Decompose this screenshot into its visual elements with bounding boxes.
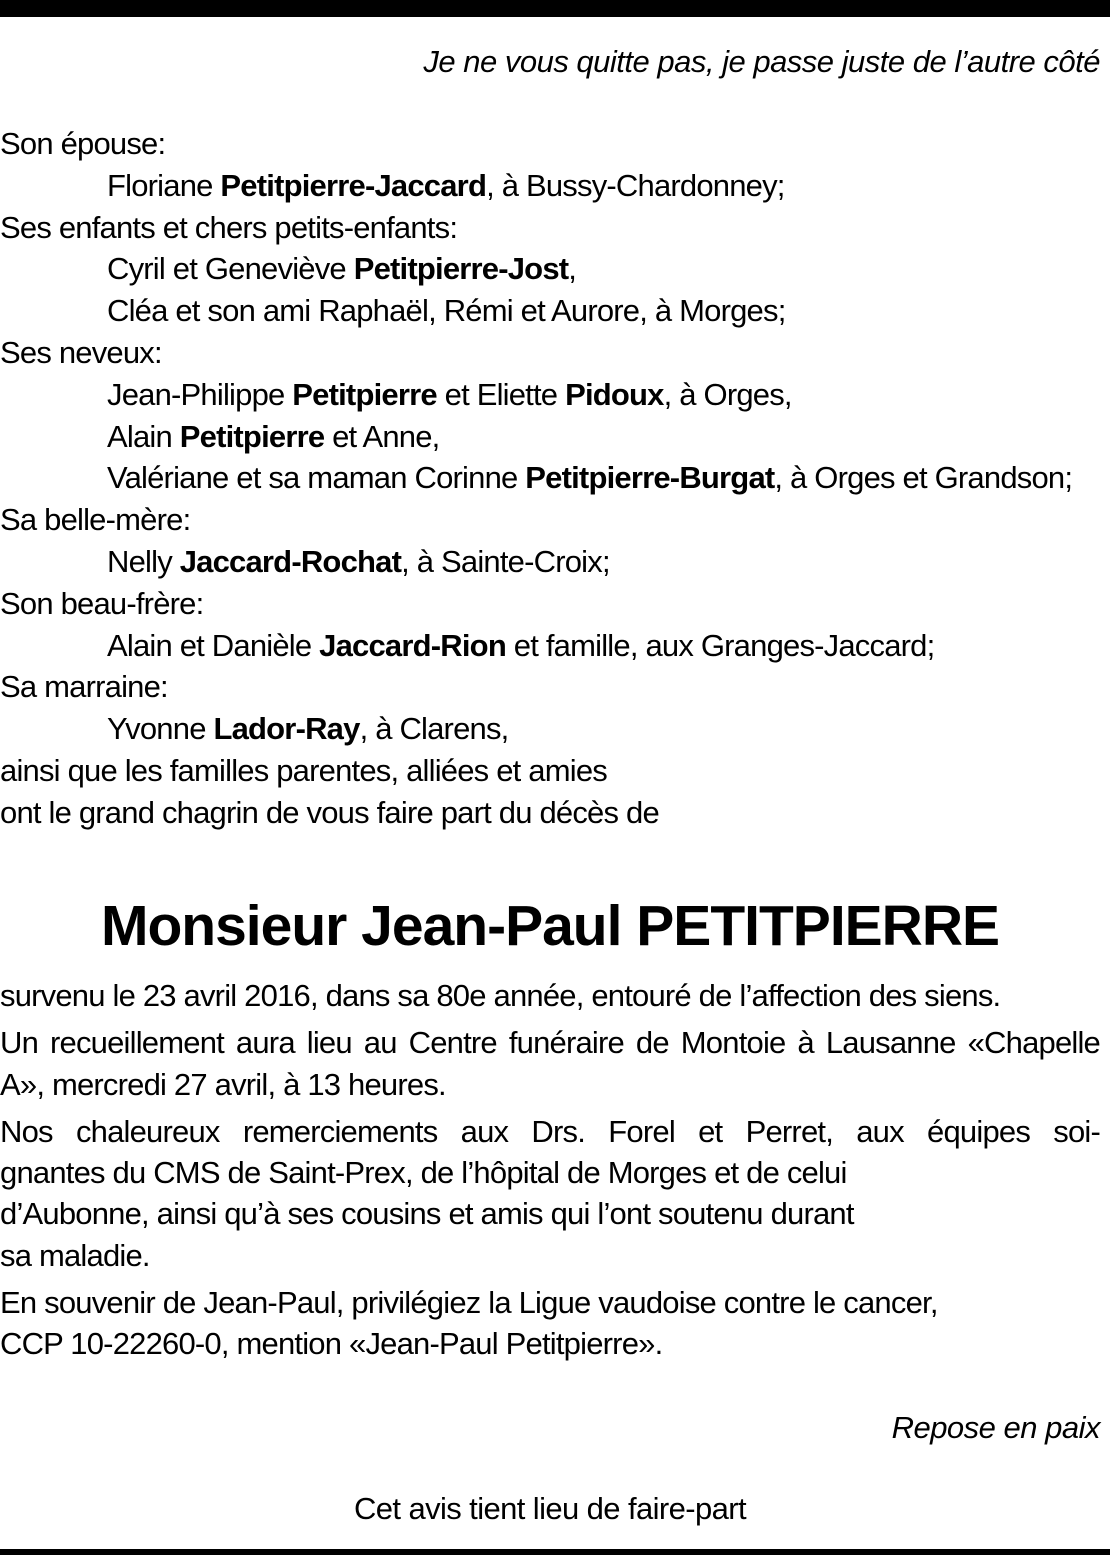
surname: Jaccard-Rochat [179,543,402,579]
motto: Je ne vous quitte pas, je passe juste de l’autre côté [423,44,1100,79]
surname: Lador-Ray [213,711,360,747]
family-list [0,123,1100,834]
closing-line: ainsi que les familles parentes, alliées et amies [0,752,607,788]
surname: Petitpierre-Jost [353,251,569,287]
top-rule [0,0,1110,17]
notice-footer: Cet avis tient lieu de faire-part [353,1491,746,1526]
mother-in-law-label: Sa belle-mère: [0,502,191,538]
nephew-entry: Valériane et sa maman Corinne Petitpierre-Burgat, à Orges et Grandson; [107,460,1073,496]
surname: Petitpierre [292,376,437,412]
spouse-entry: Floriane Petitpierre-Jaccard, à Bussy-Chardonney; [107,167,785,203]
spouse-label: Son épouse: [0,126,166,161]
children-label: Ses enfants et chers petits-enfants: [0,209,458,245]
surname: Pidoux [565,376,664,412]
surname: Petitpierre-Burgat [525,460,775,496]
children-entry: Cyril et Geneviève Petitpierre-Jost, [107,251,577,287]
godmother-entry: Yvonne Lador-Ray, à Clarens, [107,711,509,747]
brother-in-law-label: Son beau-frère: [0,585,204,621]
ceremony-paragraph: Un recueillement aura lieu au Centre funéraire de Montoie à Lausanne «Chapelle A», mercredi 27 avril, à 13 heures. [0,1025,1100,1102]
donation-paragraph: En souvenir de Jean-Paul, privilégiez la Ligue vaudoise contre le cancer, CCP 10-22260-0, mention «Jean-Paul Petitpierre». [0,1285,938,1362]
godmother-label: Sa marraine: [0,669,168,705]
nephews-label: Ses neveux: [0,334,162,370]
surname: Petitpierre-Jaccard [220,167,487,203]
surname: Jaccard-Rion [319,627,506,663]
passed-paragraph: survenu le 23 avril 2016, dans sa 80e année, entouré de l’affection des siens. [0,978,1001,1013]
nephew-entry: Jean-Philippe Petitpierre et Eliette Pidoux, à Orges, [107,376,792,412]
grandchildren-entry: Cléa et son ami Raphaël, Rémi et Aurore, à Morges; [107,293,786,329]
thanks-paragraph: Nos chaleureux remerciements aux Drs. Forel et Perret, aux équipes soi- gnantes du CMS de Saint-Prex, de l’hôpital de Morges et de celui d’Aubonne, ainsi qu’à ses cousins et amis qui l’ont soutenu durant sa maladie. [0,1113,1100,1273]
mother-in-law-entry: Nelly Jaccard-Rochat, à Sainte-Croix; [107,543,610,579]
nephew-entry: Alain Petitpierre et Anne, [107,418,440,454]
brother-in-law-entry: Alain et Danièle Jaccard-Rion et famille, aux Granges-Jaccard; [107,627,935,663]
deceased-name: Monsieur Jean-Paul PETITPIERRE [100,894,1000,958]
details [0,975,1100,1371]
bottom-rule [0,1549,1110,1555]
closing-line: ont le grand chagrin de vous faire part du décès de [0,794,659,830]
rest-in-peace: Repose en paix [891,1410,1100,1445]
surname: Petitpierre [179,418,325,454]
